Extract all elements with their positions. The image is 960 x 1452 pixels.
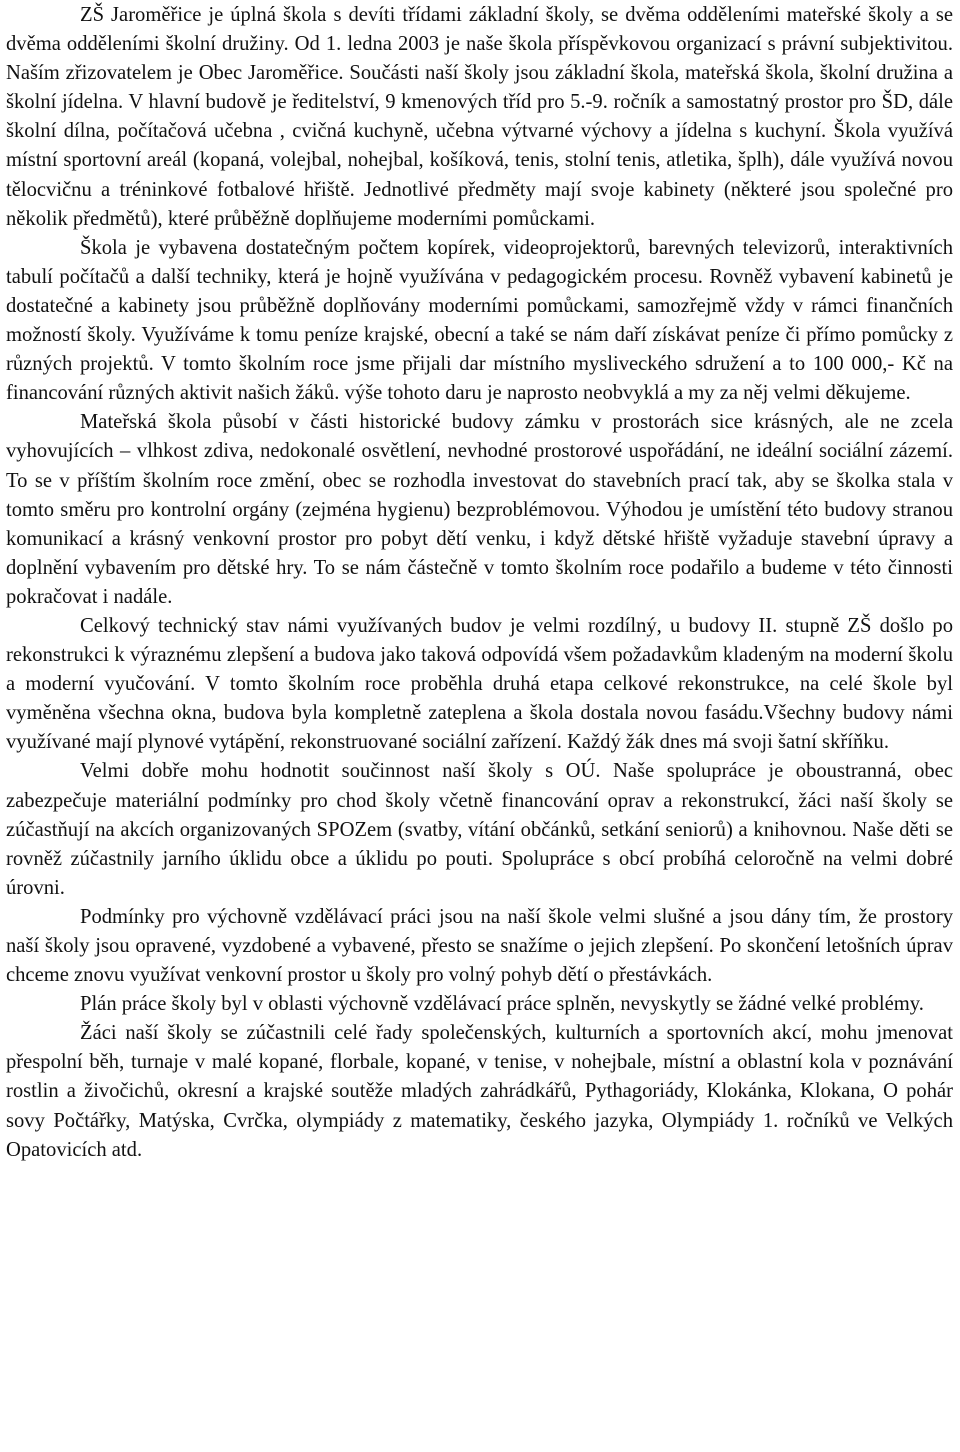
paragraph-equipment: Škola je vybavena dostatečným počtem kopírek, videoprojektorů, barevných televizorů, interaktivních tabulí počítačů a další techniky, která je hojně využívána v pedagogickém procesu. Rovněž vybavení kabinetů je dostatečné a kabinety jsou průběžně doplňovány moderními pomůckami, samozřejmě vždy v rámci finančních možností školy. Využíváme k tomu peníze krajské, obecní a také se nám daří získávat peníze či přímo pomůcky z různých projektů. V tomto školním roce jsme přijali dar místního mysliveckého sdružení a to 100 000,- Kč na financování různých aktivit našich žáků. výše tohoto daru je naprosto neobvyklá a my za něj velmi děkujeme. — [6, 236, 953, 405]
paragraph-kindergarten: Mateřská škola působí v části historické budovy zámku v prostorách sice krásných, ale ne zcela vyhovujících – vlhkost zdiva, nedokonalé osvětlení, nevhodné prostorové uspořádání, ne ideální sociální zázemí. To se v příštím školním roce změní, obec se rozhodla investovat do stavebních prací tak, aby se školka stala v tomto směru pro kontrolní orgány (zejména hygienu) bezproblémovou. Výhodou je umístění této budovy stranou komunikací a krásný venkovní prostor pro pobyt dětí venku, i když dětské hřiště vyžaduje stavební úpravy a doplnění vybavením pro dětské hry. To se nám částečně v tomto školním roce podařilo a budeme v této činnosti pokračovat i nadále. — [6, 411, 953, 608]
paragraph-student-activities: Žáci naší školy se zúčastnili celé řady společenských, kulturních a sportovních akcí, mohu jmenovat přespolní běh, turnaje v malé kopané, florbale, kopané, v tenise, v nohejbale, místní a oblastní kola v poznávání rostlin a živočichů, okresní a krajské soutěže mladých zahrádkářů, Pythagoriády, Klokánka, Klokana, O pohár sovy Počtářky, Matýska, Cvrčka, olympiády z matematiky, českého jazyka, Olympiády 1. ročníků ve Velkých Opatovicích atd. — [6, 1022, 953, 1161]
paragraph-technical-condition: Celkový technický stav námi využívaných budov je velmi rozdílný, u budovy II. stupně ZŠ došlo po rekonstrukci k výraznému zlepšení a budova jako taková odpovídá všem požadavkům kladeným na moderní školu a moderní vyučování. V tomto školním roce proběhla druhá etapa celkové rekonstrukce, na celé škole byl vyměněna všechna okna, budova byla kompletně zateplena a škola dostala novou fasádu.Všechny budovy námi využívané mají plynové vytápění, rekonstruované sociální zařízení. Každý žák dnes má svoji šatní skříňku. — [6, 614, 953, 754]
paragraph-school-overview: ZŠ Jaroměřice je úplná škola s devíti třídami základní školy, se dvěma odděleními mateřské školy a se dvěma odděleními školní družiny. Od 1. ledna 2003 je naše škola příspěvkovou organizací s právní subjektivitou. Naším zřizovatelem je Obec Jaroměřice. Součásti naší školy jsou základní škola, mateřská škola, školní družina a školní jídelna. V hlavní budově je ředitelství, 9 kmenových tříd pro 5.-9. ročník a samostatný prostor pro ŠD, dále školní dílna, počítačová učebna , cvičná kuchyně, učebna výtvarné výchovy a jídelna s kuchyní. Škola využívá místní sportovní areál (kopaná, volejbal, nohejbal, košíková, tenis, stolní tenis, atletika, šplh), dále využívá novou tělocvičnu a tréninkové fotbalové hřiště. Jednotlivé předměty mají svoje kabinety (některé jsou společné pro několik předmětů), které průběžně doplňujeme moderními pomůckami. — [6, 4, 953, 230]
paragraph-conditions: Podmínky pro výchovně vzdělávací práci jsou na naší škole velmi slušné a jsou dány tím, že prostory naší školy jsou opravené, vyzdobené a vybavené, přesto se snažíme o jejich zlepšení. Po skončení letošních úprav chceme znovu využívat venkovní prostor u školy pro volný pohyb dětí o přestávkách. — [6, 905, 953, 987]
paragraph-work-plan: Plán práce školy byl v oblasti výchovně vzdělávací práce splněn, nevyskytly se žádné velké problémy. — [80, 993, 924, 1016]
paragraph-municipality-cooperation: Velmi dobře mohu hodnotit součinnost naší školy s OÚ. Naše spolupráce je oboustranná, obec zabezpečuje materiální podmínky pro chod školy včetně financování oprav a rekonstrukcí, žáci naší školy se zúčastňují na akcích organizovaných SPOZem (svatby, vítání občánků, setkání seniorů) a knihovnou. Naše děti se rovněž zúčastnily jarního úklidu obce a úklidu po pouti. Spolupráce s obcí probíhá celoročně na velmi dobré úrovni. — [6, 760, 953, 899]
document-body — [6, 0, 953, 1165]
